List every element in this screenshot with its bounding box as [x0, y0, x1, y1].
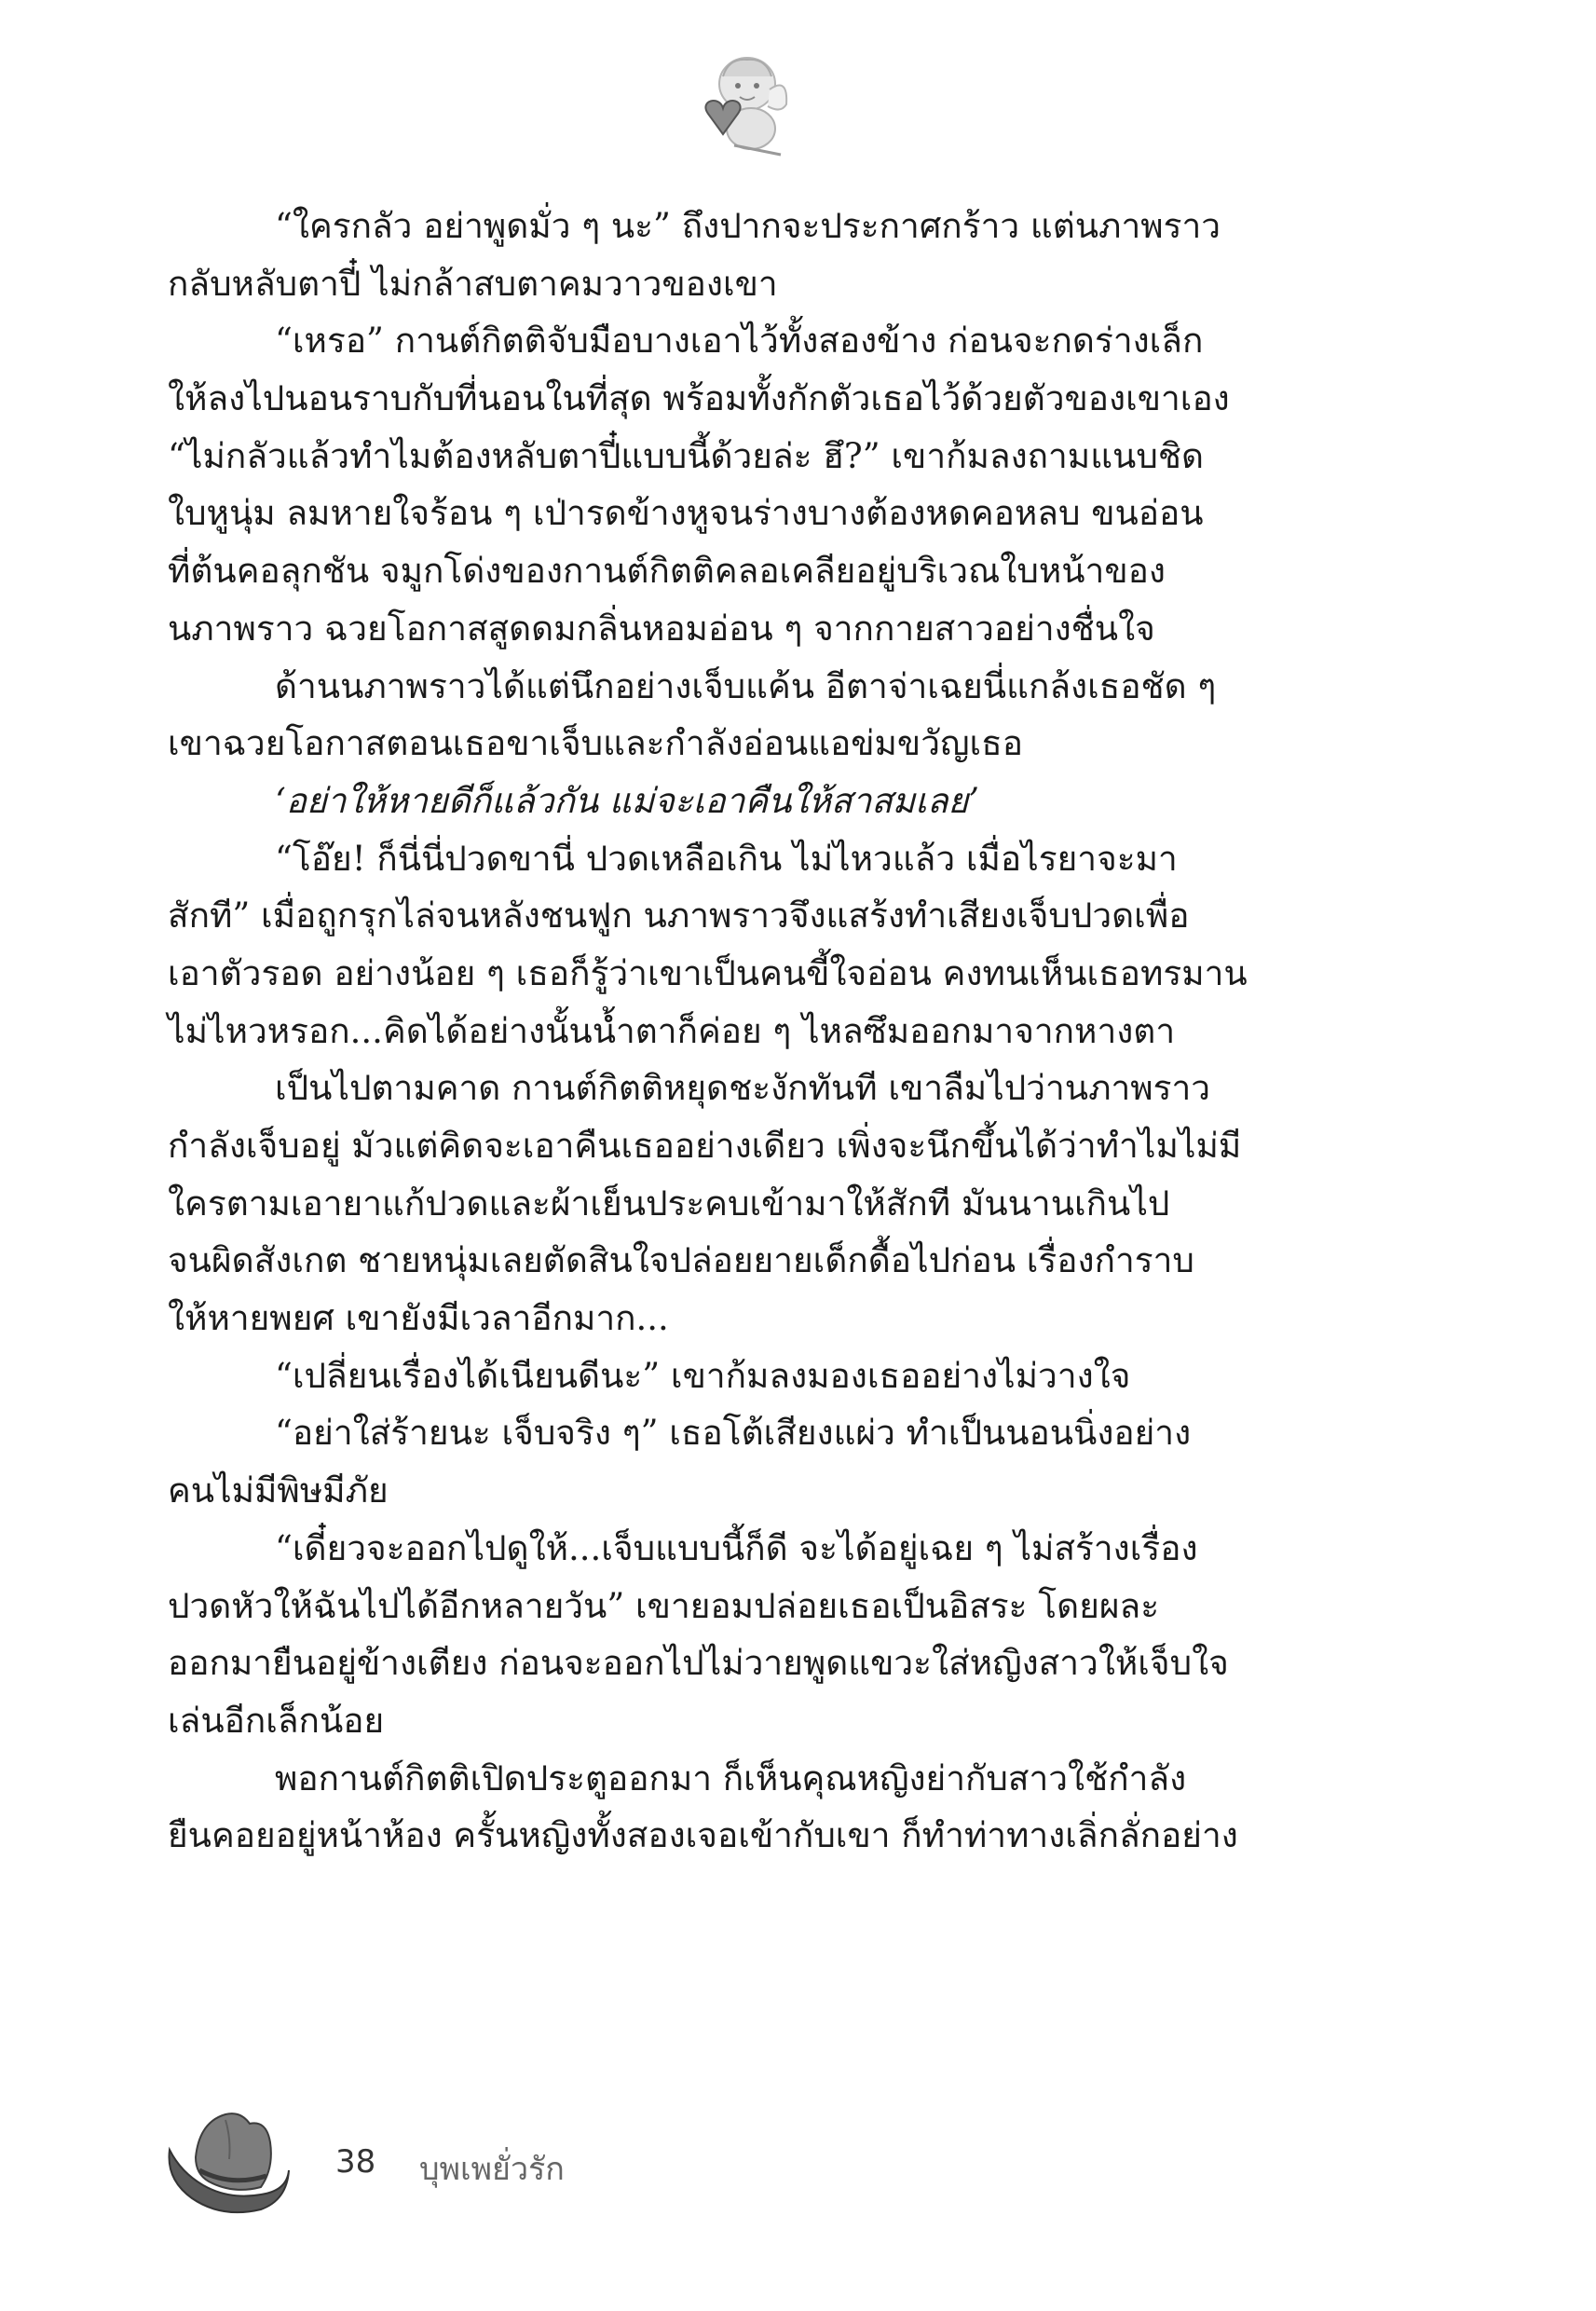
text-line: “เดี๋ยวจะออกไปดูให้...เจ็บแบบนี้ก็ดี จะได้อยู่เฉย ๆ ไม่สร้างเรื่อง — [275, 1527, 1198, 1568]
text-line: จนผิดสังเกต ชายหนุ่มเลยตัดสินใจปล่อยยายเด็กดื้อไปก่อน เรื่องกำราบ — [168, 1240, 1194, 1281]
text-line: นภาพราว ฉวยโอกาสสูดดมกลิ่นหอมอ่อน ๆ จากกายสาวอย่างชื่นใจ — [168, 608, 1155, 649]
text-line: ออกมายืนอยู่ข้างเตียง ก่อนจะออกไปไม่วายพูดแขวะใส่หญิงสาวให้เจ็บใจ — [168, 1643, 1229, 1684]
text-line: “อย่าใส่ร้ายนะ เจ็บจริง ๆ” เธอโต้เสียงแผ่ว ทำเป็นนอนนิ่งอย่าง — [275, 1413, 1192, 1454]
text-line: “โอ๊ย! ก็นี่นี่ปวดขานี่ ปวดเหลือเกิน ไม่ไหวแล้ว เมื่อไรยาจะมา — [275, 838, 1178, 879]
text-line: ด้านนภาพราวได้แต่นึกอย่างเจ็บแค้น อีตาจ่าเฉยนี่แกล้งเธอชัด ๆ — [275, 665, 1217, 706]
body-text — [168, 198, 1342, 1865]
text-line: เอาตัวรอด อย่างน้อย ๆ เธอก็รู้ว่าเขาเป็นคนขี้ใจอ่อน คงทนเห็นเธอทรมาน — [168, 952, 1248, 993]
text-line: ใบหูนุ่ม ลมหายใจร้อน ๆ เป่ารดข้างหูจนร่างบางต้องหดคอหลบ ขนอ่อน — [168, 493, 1204, 534]
text-line: ให้หายพยศ เขายังมีเวลาอีกมาก... — [168, 1298, 669, 1339]
text-line: สักที” เมื่อถูกรุกไล่จนหลังชนฟูก นภาพราวจึงแสร้งทำเสียงเจ็บปวดเพื่อ — [168, 896, 1190, 937]
page-number: 38 — [335, 2143, 376, 2181]
text-line: “ไม่กลัวแล้วทำไมต้องหลับตาปี๋แบบนี้ด้วยล่ะ ฮึ?” เขาก้มลงถามแนบชิด — [168, 435, 1204, 476]
text-line: ปวดหัวให้ฉันไปได้อีกหลายวัน” เขายอมปล่อยเธอเป็นอิสระ โดยผละ — [168, 1585, 1160, 1626]
text-line: กลับหลับตาปี๋ ไม่กล้าสบตาคมวาวของเขา — [168, 263, 778, 304]
text-line: “ใครกลัว อย่าพูดมั่ว ๆ นะ” ถึงปากจะประกาศกร้าว แต่นภาพราว — [275, 206, 1221, 246]
text-line: ‘อย่าให้หายดีก็แล้วกัน แม่จะเอาคืนให้สาสมเลย’ — [275, 780, 979, 821]
cowboy-hat-icon — [164, 2101, 294, 2221]
text-line: ให้ลงไปนอนราบกับที่นอนในที่สุด พร้อมทั้งกักตัวเธอไว้ด้วยตัวของเขาเอง — [168, 378, 1230, 419]
cupid-with-heart-icon — [691, 48, 794, 160]
text-line: เป็นไปตามคาด กานต์กิตติหยุดชะงักทันที เขาลืมไปว่านภาพราว — [275, 1068, 1211, 1109]
text-line: กำลังเจ็บอยู่ มัวแต่คิดจะเอาคืนเธออย่างเดียว เพิ่งจะนึกขึ้นได้ว่าทำไมไม่มี — [168, 1126, 1242, 1166]
text-line: ยืนคอยอยู่หน้าห้อง ครั้นหญิงทั้งสองเจอเข้ากับเขา ก็ทำท่าทางเลิ่กลั่กอย่าง — [168, 1815, 1238, 1856]
book-title: บุพเพยั่วรัก — [419, 2151, 565, 2188]
text-line: ที่ต้นคอลุกชัน จมูกโด่งของกานต์กิตติคลอเคลียอยู่บริเวณใบหน้าของ — [168, 551, 1166, 592]
text-line: คนไม่มีพิษมีภัย — [168, 1470, 389, 1511]
text-line: “เปลี่ยนเรื่องได้เนียนดีนะ” เขาก้มลงมองเธออย่างไม่วางใจ — [275, 1355, 1131, 1396]
text-line: พอกานต์กิตติเปิดประตูออกมา ก็เห็นคุณหญิงย่ากับสาวใช้กำลัง — [275, 1757, 1187, 1798]
text-line: “เหรอ” กานต์กิตติจับมือบางเอาไว้ทั้งสองข้าง ก่อนจะกดร่างเล็ก — [275, 321, 1204, 362]
text-line: เล่นอีกเล็กน้อย — [168, 1700, 385, 1741]
text-line: ใครตามเอายาแก้ปวดและผ้าเย็นประคบเข้ามาให้สักที มันนานเกินไป — [168, 1183, 1170, 1224]
text-line: ไม่ไหวหรอก...คิดได้อย่างนั้นน้ำตาก็ค่อย ๆ ไหลซึมออกมาจากหางตา — [168, 1010, 1176, 1051]
text-line: เขาฉวยโอกาสตอนเธอขาเจ็บและกำลังอ่อนแอข่มขวัญเธอ — [168, 723, 1023, 764]
